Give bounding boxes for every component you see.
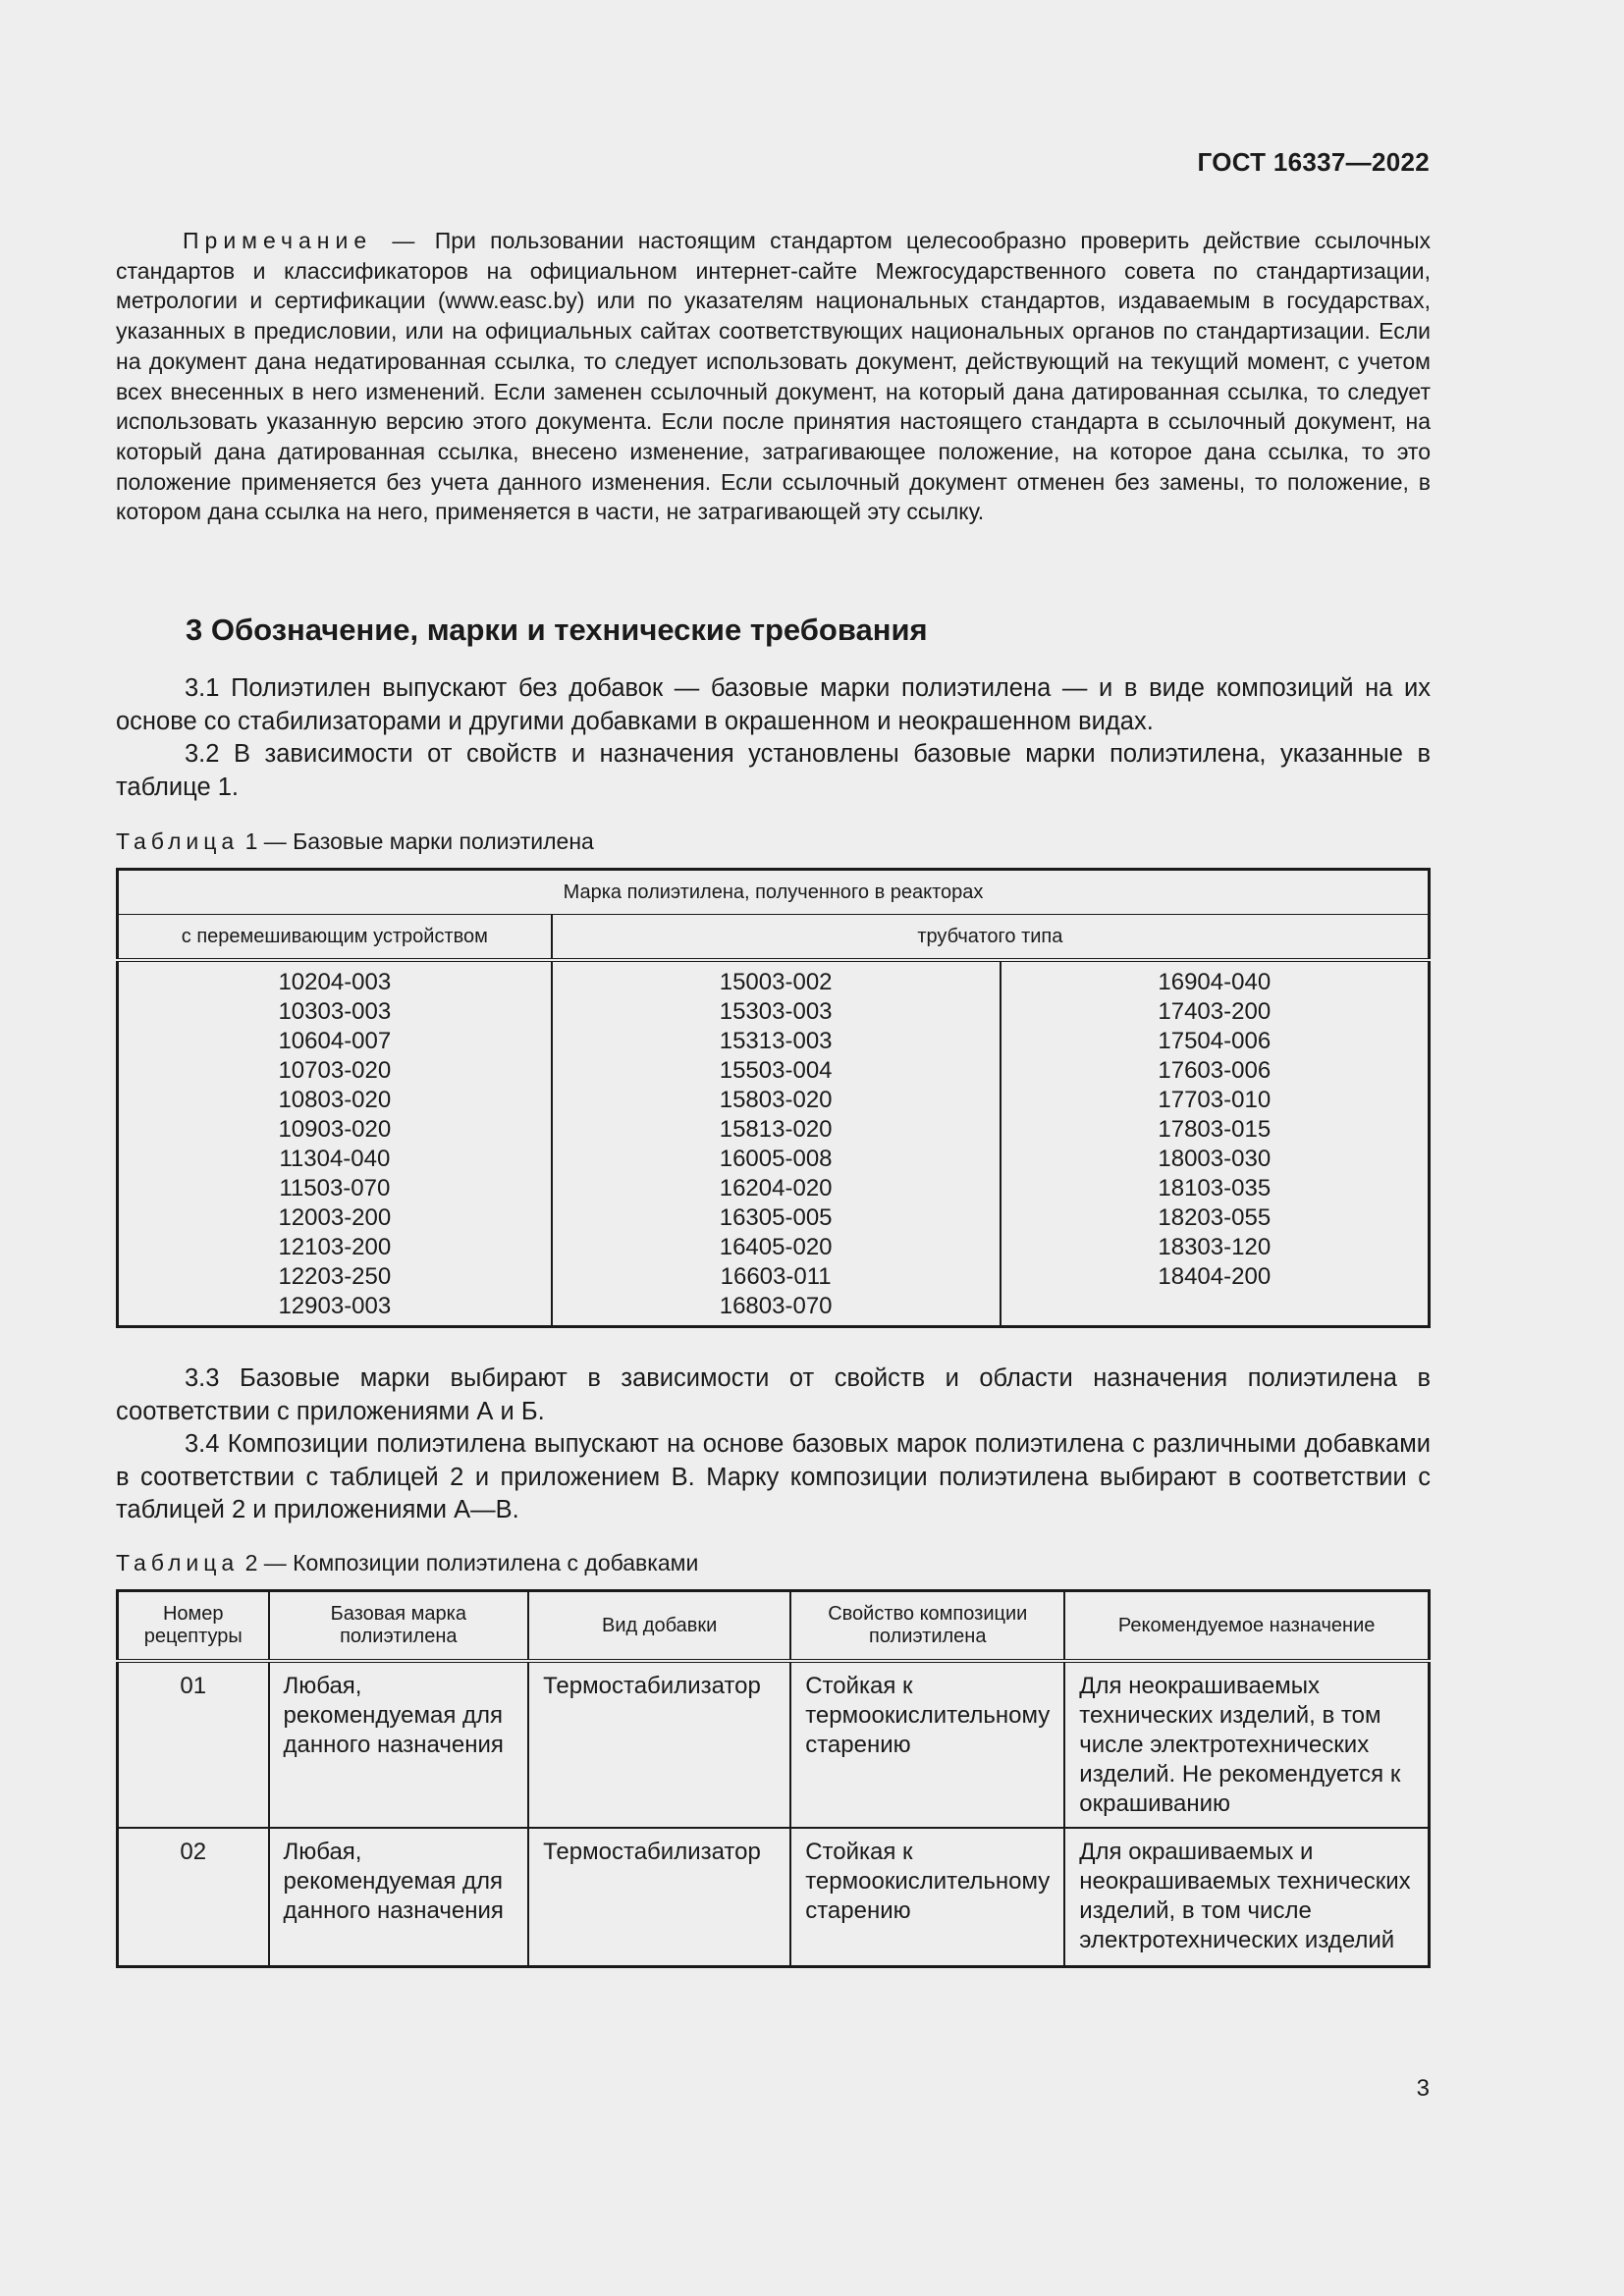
table1-cell: 10303-003: [278, 998, 392, 1025]
standard-designation: ГОСТ 16337—2022: [1197, 147, 1430, 177]
table1-caption-title: 1 — Базовые марки полиэтилена: [244, 828, 594, 854]
table2-header-property: Свойство композиции полиэтилена: [790, 1591, 1064, 1662]
paragraphs-3-1-3-2: [116, 672, 1431, 804]
table1-cell: 16204-020: [719, 1175, 833, 1201]
table1-cell: 12903-003: [278, 1293, 392, 1319]
table1-col3: [1001, 960, 1430, 1327]
table1-cell: 15313-003: [719, 1028, 833, 1054]
paragraph-3-1: 3.1 Полиэтилен выпускают без добавок — базовые марки полиэтилена — и в виде композиций на их основе со стабилизаторами и другими добавками в окрашенном и неокрашенном видах.: [116, 674, 1431, 735]
table1-cell: 16405-020: [719, 1234, 833, 1260]
table1-cell: 17803-015: [1158, 1116, 1272, 1143]
table1-header-left: с перемешивающим устройством: [118, 915, 552, 961]
table1-caption: [116, 828, 594, 855]
table1-cell: 18103-035: [1158, 1175, 1272, 1201]
table1-cell: 11503-070: [279, 1175, 391, 1201]
table1-cell: 15503-004: [719, 1057, 833, 1084]
table1-cell: 12003-200: [278, 1204, 392, 1231]
table1-header-top: Марка полиэтилена, полученного в реакторах: [118, 870, 1430, 915]
page-number: 3: [1416, 2075, 1430, 2102]
note-paragraph: [116, 226, 1431, 527]
table1-cell: 10803-020: [278, 1087, 392, 1113]
table2-cell-additive: Термостабилизатор: [528, 1828, 790, 1967]
note-text: При пользовании настоящим стандартом целесообразно проверить действие ссылочных стандартов и классификаторов на официальном интернет-сайте Межгосударственного совета по стандартизации, метрологии и сертификации (www.easc.by) или по указателям национальных стандартов, издаваемым в государствах, указанных в предисловии, или на официальных сайтах соответствующих национальных органов по стандартизации. Если на документ дана недатированная ссылка, то следует использовать документ, действующий на текущий момент, с учетом всех внесенных в него изменений. Если заменен ссылочный документ, на который дана датированная ссылка, то следует использовать указанную версию этого документа. Если после принятия настоящего стандарта в ссылочный документ, на который дана датированная ссылка, внесено изменение, затрагивающее положение, на которое дана ссылка, то это положение применяется без учета данного изменения. Если ссылочный документ отменен без замены, то положение, в котором дана ссылка на него, применяется в части, не затрагивающей эту ссылку.: [116, 228, 1431, 525]
table2-header-purpose: Рекомендуемое назначение: [1064, 1591, 1429, 1662]
table2-cell-purpose: Для окрашиваемых и неокрашиваемых технических изделий, в том числе электротехнических изделий: [1079, 1839, 1411, 1953]
table2-cell-property: Стойкая к термоокислительному старению: [790, 1828, 1064, 1967]
table2-caption-word: Таблица: [116, 1550, 240, 1575]
table1-cell: 18203-055: [1158, 1204, 1272, 1231]
table1-cell: 17603-006: [1158, 1057, 1272, 1084]
table1-cell: 15003-002: [719, 969, 833, 995]
table1-cell: 17403-200: [1158, 998, 1272, 1025]
table1-cell: 16603-011: [720, 1263, 832, 1290]
table2-cell-base-grade: Любая, рекомендуемая для данного назначения: [269, 1661, 529, 1828]
note-label: Примечание —: [183, 228, 421, 253]
table1-cell: 16305-005: [719, 1204, 833, 1231]
table1-cell: 10204-003: [278, 969, 392, 995]
paragraphs-3-3-3-4: [116, 1362, 1431, 1527]
table2-row: [118, 1828, 1430, 1967]
table1-cell: 12103-200: [278, 1234, 392, 1260]
paragraph-3-2: 3.2 В зависимости от свойств и назначения установлены базовые марки полиэтилена, указанные в таблице 1.: [116, 740, 1431, 801]
table1-caption-word: Таблица: [116, 828, 240, 854]
table2-cell-number: 01: [118, 1661, 269, 1828]
table1-cell: 10604-007: [278, 1028, 392, 1054]
table1-cell: 12203-250: [278, 1263, 392, 1290]
table1-cell: 17703-010: [1158, 1087, 1272, 1113]
table2-row: [118, 1661, 1430, 1828]
table2-cell-property: Стойкая к термоокислительному старению: [790, 1661, 1064, 1828]
table1-header-right: трубчатого типа: [552, 915, 1430, 961]
table1-cell: 16005-008: [719, 1146, 833, 1172]
table1-cell: 16803-070: [719, 1293, 833, 1319]
table1-cell: 18404-200: [1158, 1263, 1272, 1290]
table1-cell: 17504-006: [1158, 1028, 1272, 1054]
table1-cell: 11304-040: [279, 1146, 391, 1172]
table1-cell: 10903-020: [278, 1116, 392, 1143]
paragraph-3-3: 3.3 Базовые марки выбирают в зависимости от свойств и области назначения полиэтилена в соответствии с приложениями А и Б.: [116, 1364, 1431, 1425]
table2-header-number: Номер рецептуры: [118, 1591, 269, 1662]
paragraph-3-4: 3.4 Композиции полиэтилена выпускают на основе базовых марок полиэтилена с различными добавками в соответствии с таблицей 2 и приложением В. Марку композиции полиэтилена выбирают в соответствии с таблицей 2 и приложениями А—В.: [116, 1430, 1431, 1523]
table2: [116, 1589, 1431, 1968]
table1-cell: 15303-003: [719, 998, 833, 1025]
table2-header-base-grade: Базовая марка полиэтилена: [269, 1591, 529, 1662]
table1-cell: 16904-040: [1158, 969, 1272, 995]
table1-cell: 18003-030: [1158, 1146, 1272, 1172]
table1-col1: [118, 960, 552, 1327]
table1-cell: 10703-020: [278, 1057, 392, 1084]
table2-cell-purpose: Для неокрашиваемых технических изделий, в том числе электротехнических изделий. Не рекомендуется к окрашиванию: [1064, 1661, 1429, 1828]
section-heading: 3 Обозначение, марки и технические требования: [186, 613, 928, 647]
table1-cell: 18303-120: [1158, 1234, 1272, 1260]
table2-caption: [116, 1550, 698, 1576]
table2-cell-number: 02: [118, 1828, 269, 1967]
table1: [116, 868, 1431, 1328]
table2-cell-additive: Термостабилизатор: [528, 1661, 790, 1828]
table1-col2: [552, 960, 1001, 1327]
table1-cell: 15803-020: [719, 1087, 833, 1113]
table2-caption-title: 2 — Композиции полиэтилена с добавками: [244, 1550, 699, 1575]
table1-cell: 15813-020: [719, 1116, 833, 1143]
table2-header-additive: Вид добавки: [528, 1591, 790, 1662]
table2-cell-base-grade: Любая, рекомендуемая для данного назначения: [269, 1828, 529, 1967]
